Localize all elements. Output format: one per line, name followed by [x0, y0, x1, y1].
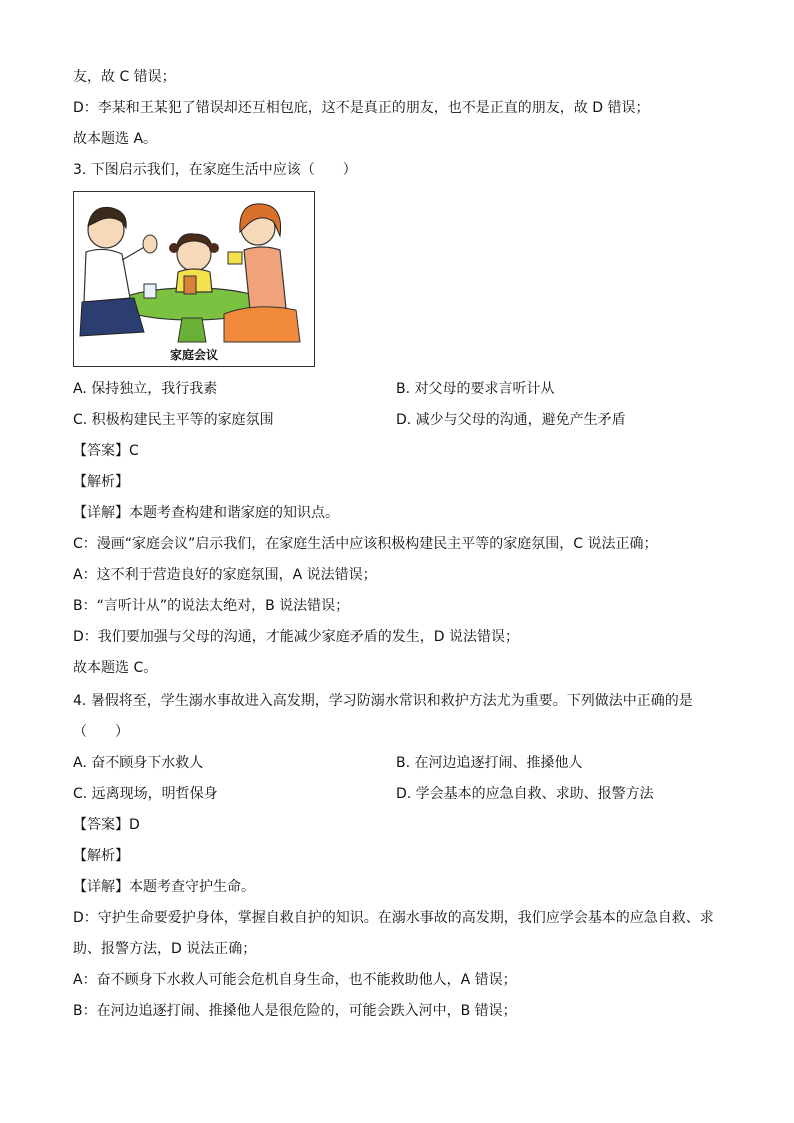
girl-juice: [184, 276, 196, 294]
mother-top: [244, 247, 286, 310]
mother-skirt: [224, 307, 300, 342]
father-shirt: [84, 249, 130, 302]
explanation-line: A：这不利于营造良好的家庭氛围，A 说法错误；: [73, 567, 377, 583]
option-a: A. 保持独立，我行我素: [73, 381, 218, 397]
text-line: 故本题选 A。: [73, 131, 158, 147]
option-c: C. 积极构建民主平等的家庭氛围: [73, 412, 274, 428]
father-pants: [80, 298, 144, 336]
explanation-line: A：奋不顾身下水救人可能会危机自身生命，也不能救助他人，A 错误；: [73, 972, 517, 988]
explanation-line: C：漫画“家庭会议”启示我们，在家庭生活中应该积极构建民主平等的家庭氛围，C 说法正确；: [73, 536, 658, 552]
family-meeting-illustration: [73, 191, 315, 367]
text-line: D：李某和王某犯了错误却还互相包庇，这不是真正的朋友，也不是正直的朋友，故 D 错误；: [73, 100, 650, 116]
option-b: B. 对父母的要求言听计从: [396, 381, 555, 397]
explanation-line: B：在河边追逐打闹、推搡他人是很危险的，可能会跌入河中，B 错误；: [73, 1003, 517, 1019]
family-meeting-drawing: [74, 192, 314, 366]
conclusion-line: 故本题选 C。: [73, 660, 158, 676]
father-hand: [143, 235, 157, 253]
option-b: B. 在河边追逐打闹、推搡他人: [396, 755, 583, 771]
question-3-stem: 3. 下图启示我们，在家庭生活中应该（ ）: [73, 162, 357, 178]
detail-line: 【详解】本题考查守护生命。: [73, 879, 255, 895]
analysis-label: 【解析】: [73, 848, 129, 864]
answer-line: 【答案】C: [73, 443, 139, 459]
analysis-label: 【解析】: [73, 474, 129, 490]
text-line: 友，故 C 错误；: [73, 69, 176, 85]
option-d: D. 学会基本的应急自救、求助、报警方法: [396, 786, 654, 802]
figure-caption: 家庭会议: [169, 348, 218, 362]
table-leg: [178, 318, 206, 342]
explanation-line: B：“言听计从”的说法太绝对，B 说法错误；: [73, 598, 350, 614]
explanation-line: D：守护生命要爱护身体，掌握自救自护的知识。在溺水事故的高发期，我们应学会基本的应急自救、求: [73, 910, 714, 926]
question-4-stem: 4. 暑假将至，学生溺水事故进入高发期，学习防溺水常识和救护方法尤为重要。下列做法中正确的是: [73, 693, 693, 709]
option-d: D. 减少与父母的沟通，避免产生矛盾: [396, 412, 626, 428]
question-4-paren: （ ）: [73, 724, 129, 740]
answer-line: 【答案】D: [73, 817, 140, 833]
explanation-line: D：我们要加强与父母的沟通，才能减少家庭矛盾的发生，D 说法错误；: [73, 629, 520, 645]
mother-cup: [228, 252, 242, 264]
explanation-line: 助、报警方法，D 说法正确；: [73, 941, 257, 957]
option-a: A. 奋不顾身下水救人: [73, 755, 204, 771]
detail-line: 【详解】本题考查构建和谐家庭的知识点。: [73, 505, 339, 521]
father-cup: [144, 284, 156, 298]
option-c: C. 远离现场，明哲保身: [73, 786, 218, 802]
